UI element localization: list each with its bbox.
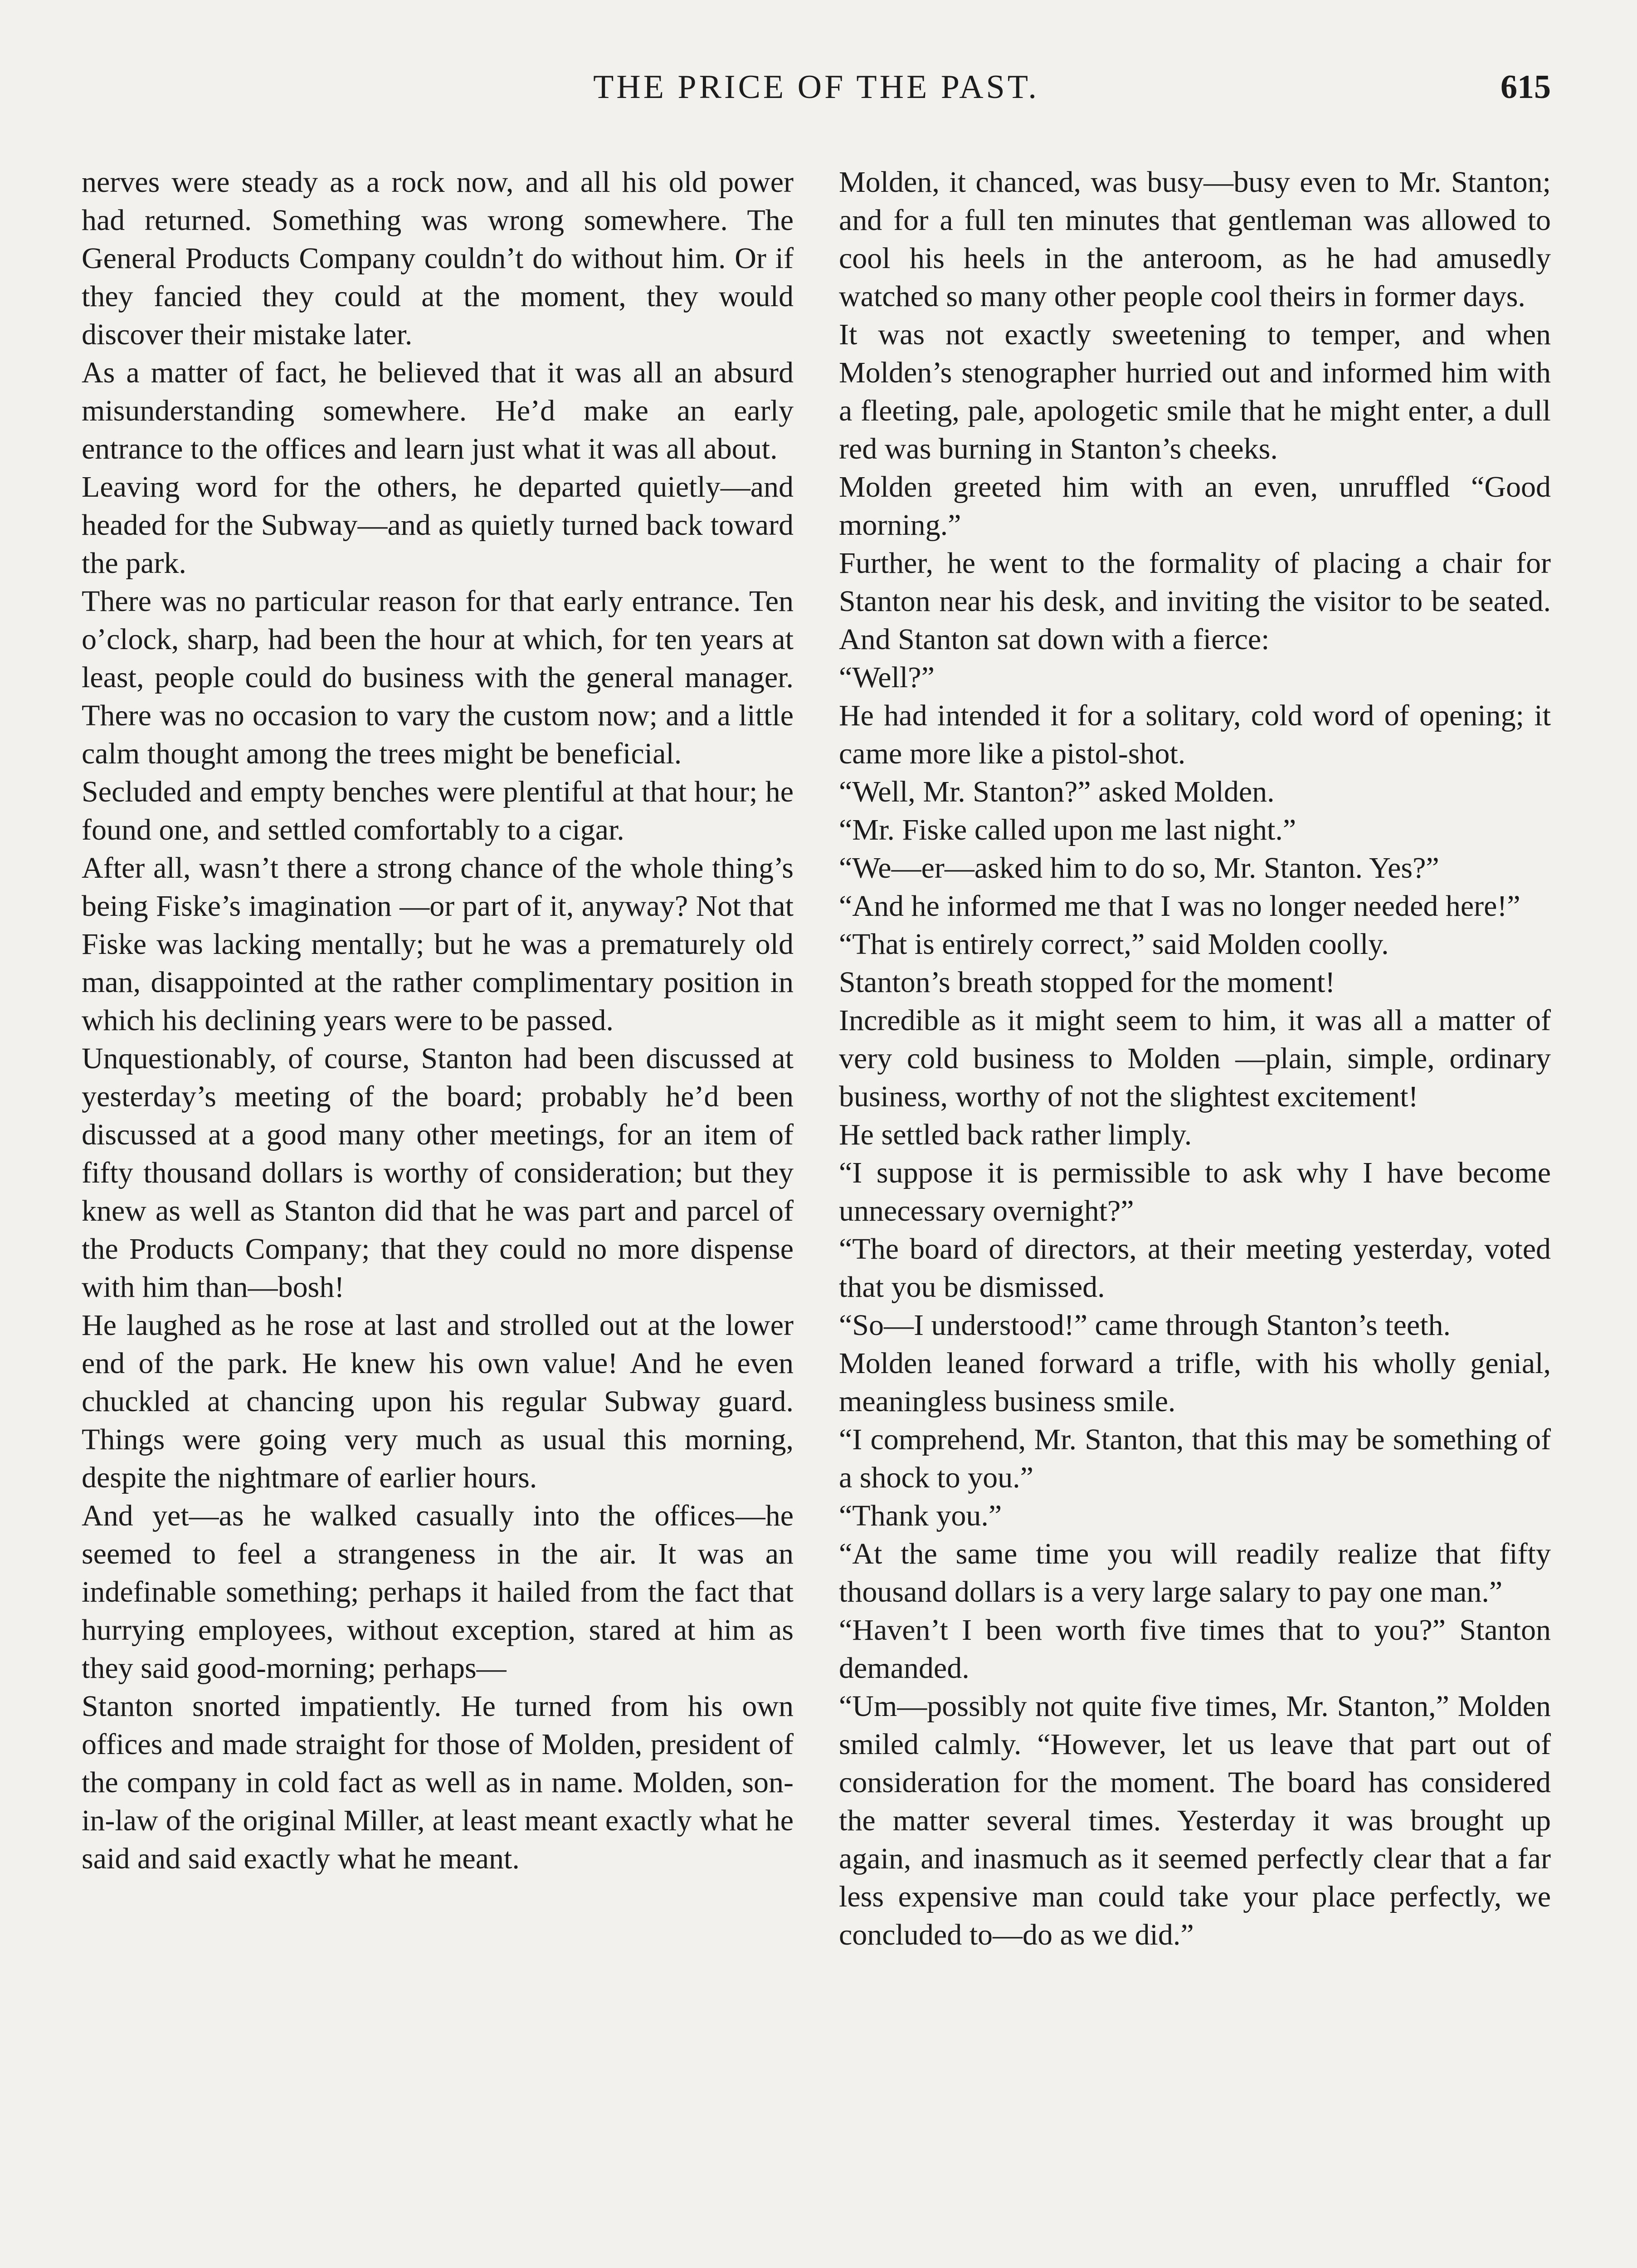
paragraph: “I comprehend, Mr. Stanton, that this may be something of a shock to you.” bbox=[839, 1423, 1551, 1494]
paragraph: “At the same time you will readily realize that fifty thousand dollars is a very large salary to pay one man.” bbox=[839, 1537, 1551, 1608]
paragraph: “Well?” bbox=[839, 661, 935, 694]
paragraph: “And he informed me that I was no longer needed here!” bbox=[839, 890, 1520, 923]
running-title: THE PRICE OF THE PAST. bbox=[593, 68, 1039, 106]
paragraph: After all, wasn’t there a strong chance of the whole thing’s being Fiske’s imagination —or part of it, anyway? Not that Fiske was lacking mentally; but he was a prematurely old man, disappointed at the rather complimentary position in which his declining years were to be passed. bbox=[82, 851, 794, 1037]
paragraph: Leaving word for the others, he departed quietly—and headed for the Subway—and as quietly turned back toward the park. bbox=[82, 470, 794, 580]
paragraph: He settled back rather limply. bbox=[839, 1118, 1192, 1151]
paragraph: “We—er—asked him to do so, Mr. Stanton. Yes?” bbox=[839, 851, 1439, 885]
paragraph: “The board of directors, at their meeting yesterday, voted that you be dismissed. bbox=[839, 1232, 1551, 1304]
paragraph: Unquestionably, of course, Stanton had been discussed at yesterday’s meeting of the board; probably he’d been discussed at a good many other meetings, for an item of fifty thousand dollars is worthy of consideration; but they knew as well as Stanton did that he was part and parcel of the Products Company; that they could no more dispense with him than—bosh! bbox=[82, 1042, 794, 1304]
paragraph: “Um—possibly not quite five times, Mr. Stanton,” Molden smiled calmly. “However, let us leave that part out of consideration for the moment. The board has considered the matter several times. Yesterday it was brought up again, and inasmuch as it seemed perfectly clear that a far less expensive man could take your place perfectly, we concluded to—do as we did.” bbox=[839, 1690, 1551, 1951]
right-column bbox=[839, 163, 1551, 2268]
paragraph: Stanton’s breath stopped for the moment! bbox=[839, 966, 1335, 999]
left-column bbox=[82, 163, 794, 2268]
paragraph: “I suppose it is permissible to ask why I have become unnecessary overnight?” bbox=[839, 1156, 1551, 1227]
paragraph: “Thank you.” bbox=[839, 1499, 1002, 1532]
paragraph: He had intended it for a solitary, cold word of opening; it came more like a pistol-shot. bbox=[839, 699, 1551, 770]
paragraph: “That is entirely correct,” said Molden coolly. bbox=[839, 928, 1389, 961]
paragraph: Stanton snorted impatiently. He turned from his own offices and made straight for those of Molden, president of the company in cold fact as well as in name. Molden, son-in-law of the original Miller, at least meant exactly what he said and said exactly what he meant. bbox=[82, 1690, 794, 1875]
paragraph: Incredible as it might seem to him, it was all a matter of very cold business to Molden —plain, simple, ordinary business, worthy of not the slightest excitement! bbox=[839, 1004, 1551, 1113]
paragraph: He laughed as he rose at last and strolled out at the lower end of the park. He knew his own value! And he even chuckled at chancing upon his regular Subway guard. Things were going very much as usual this morning, despite the nightmare of earlier hours. bbox=[82, 1309, 794, 1494]
page-header bbox=[82, 68, 1551, 118]
paragraph: “Mr. Fiske called upon me last night.” bbox=[839, 813, 1296, 846]
paragraph: “Haven’t I been worth five times that to you?” Stanton demanded. bbox=[839, 1613, 1551, 1685]
paragraph: As a matter of fact, he believed that it was all an absurd misunderstanding somewhere. He’d make an early entrance to the offices and learn just what it was all about. bbox=[82, 356, 794, 465]
paragraph: And yet—as he walked casually into the offices—he seemed to feel a strangeness in the air. It was an indefinable something; perhaps it hailed from the fact that hurrying employees, without exception, stared at him as they said good-morning; perhaps— bbox=[82, 1499, 794, 1685]
paragraph: Molden, it chanced, was busy—busy even to Mr. Stanton; and for a full ten minutes that gentleman was allowed to cool his heels in the anteroom, as he had amusedly watched so many other people cool theirs in former days. bbox=[839, 166, 1551, 313]
paragraph: Molden greeted him with an even, unruffled “Good morning.” bbox=[839, 470, 1551, 542]
paragraph: Further, he went to the formality of placing a chair for Stanton near his desk, and inviting the visitor to be seated. And Stanton sat down with a fierce: bbox=[839, 547, 1551, 656]
page-number: 615 bbox=[1501, 68, 1551, 106]
paragraph: It was not exactly sweetening to temper, and when Molden’s stenographer hurried out and informed him with a fleeting, pale, apologetic smile that he might enter, a dull red was burning in Stanton’s cheeks. bbox=[839, 318, 1551, 465]
paragraph: “So—I understood!” came through Stanton’s teeth. bbox=[839, 1309, 1451, 1342]
paragraph: There was no particular reason for that early entrance. Ten o’clock, sharp, had been the hour at which, for ten years at least, people could do business with the general manager. There was no occasion to vary the custom now; and a little calm thought among the trees might be beneficial. bbox=[82, 585, 794, 770]
paragraph: Molden leaned forward a trifle, with his wholly genial, meaningless business smile. bbox=[839, 1347, 1551, 1418]
paragraph: “Well, Mr. Stanton?” asked Molden. bbox=[839, 775, 1275, 808]
paragraph: nerves were steady as a rock now, and all his old power had returned. Something was wrong somewhere. The General Products Company couldn’t do without him. Or if they fancied they could at the moment, they would discover their mistake later. bbox=[82, 166, 794, 351]
paragraph: Secluded and empty benches were plentiful at that hour; he found one, and settled comfortably to a cigar. bbox=[82, 775, 794, 846]
